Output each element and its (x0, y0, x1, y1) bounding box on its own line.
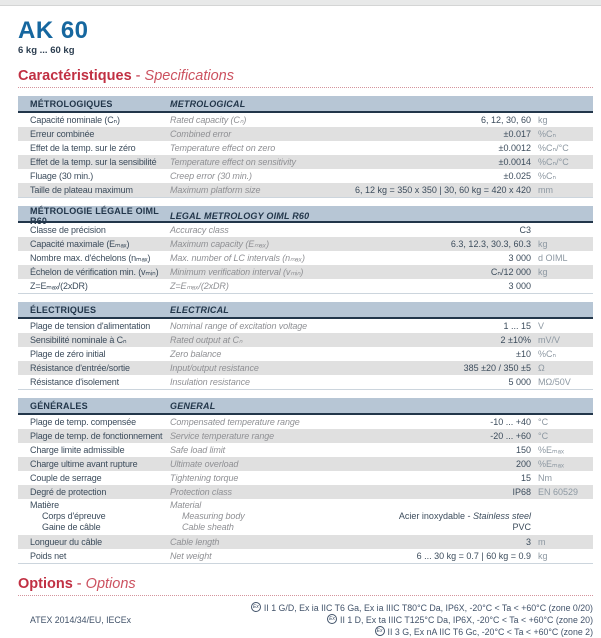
row-value: 6 ... 30 kg = 0.7 | 60 kg = 0.9 (416, 551, 531, 561)
table-row (18, 113, 593, 127)
row-label-fr: Erreur combinée (30, 129, 95, 139)
row-value: 150 (515, 445, 531, 455)
row-unit: d OIML (538, 253, 568, 263)
row-unit: m (538, 537, 546, 547)
row-label-fr: Z=Eₘₐₓ/(2xDR) (30, 281, 88, 291)
spec-tables-container (18, 96, 593, 564)
row-value-italic: Stainless steel (472, 511, 531, 521)
row-unit: kg (538, 551, 548, 561)
row-label-en: Safe load limit (170, 445, 226, 455)
row-label-fr: Plage de temp. de fonctionnement (30, 431, 163, 441)
row-unit: mV/V (538, 335, 561, 345)
table-header (18, 96, 593, 113)
row-unit: kg (538, 115, 548, 125)
row-label-fr: Longueur du câble (30, 537, 103, 547)
table-header-en-label: METROLOGICAL (170, 98, 246, 109)
atex-ex-icon: Ex (251, 602, 261, 612)
table-row (18, 443, 593, 457)
row-label-en: Cable sheath (182, 522, 234, 532)
row-value: ±0.025 (503, 171, 531, 181)
row-value: 3 (525, 537, 531, 547)
row-value: ±0.0012 (498, 143, 531, 153)
row-label-en: Maximum capacity (Eₘₐₓ) (170, 239, 269, 249)
row-label-en: Zero balance (170, 349, 222, 359)
row-label-en: Insulation resistance (170, 377, 250, 387)
row-value: C3 (519, 225, 531, 235)
row-value: ±0.017 (503, 129, 531, 139)
row-unit: Ω (538, 363, 545, 373)
table-row (18, 141, 593, 155)
table-row (18, 361, 593, 375)
row-unit: kg (538, 239, 548, 249)
table-header-fr-label: MÉTROLOGIQUES (30, 98, 113, 109)
row-label-fr: Résistance d'isolement (30, 377, 119, 387)
spec-table (18, 398, 593, 564)
heading-separator: - (72, 576, 86, 592)
row-label-en: Net weight (170, 551, 212, 561)
row-unit: %Cₙ/°C (538, 157, 569, 167)
row-value: 200 (515, 459, 531, 469)
table-row-group (18, 499, 593, 535)
table-row (18, 549, 593, 563)
row-value: 6.3, 12.3, 30.3, 60.3 (450, 239, 531, 249)
row-value: -20 ... +60 (490, 431, 531, 441)
row-label-fr: Matière (30, 500, 59, 510)
certification-line (251, 602, 593, 614)
row-unit: V (538, 321, 545, 331)
row-unit: %Cₙ (538, 349, 557, 359)
table-row (18, 375, 593, 389)
row-label-fr: Couple de serrage (30, 473, 102, 483)
options-heading-en: Options (85, 576, 136, 592)
capacity-range-subtitle: 6 kg ... 60 kg (18, 45, 75, 56)
row-label-en: Combined error (170, 129, 232, 139)
table-header (18, 302, 593, 319)
table-header-en-label: GENERAL (170, 400, 216, 411)
table-header-en-label: ELECTRICAL (170, 304, 229, 315)
table-row (18, 155, 593, 169)
row-value: ±10 (516, 349, 531, 359)
spec-table (18, 206, 593, 294)
row-label-fr: Nombre max. d'échelons (nₘₐₓ) (30, 253, 151, 263)
row-value: IP68 (512, 487, 531, 497)
row-unit: kg (538, 267, 548, 277)
row-unit: MΩ/50V (538, 377, 571, 387)
row-label-fr: Fluage (30 min.) (30, 171, 94, 181)
row-unit: %Cₙ (538, 171, 557, 181)
row-label-fr: Plage de temp. compensée (30, 417, 136, 427)
table-header-fr-label: ÉLECTRIQUES (30, 304, 97, 315)
table-row (18, 223, 593, 237)
table-row (18, 237, 593, 251)
row-label-en: Creep error (30 min.) (170, 171, 252, 181)
row-label-en: Temperature effect on sensitivity (170, 157, 296, 167)
table-row (18, 169, 593, 183)
row-label-en: Material (170, 500, 202, 510)
specifications-heading-en: Specifications (144, 68, 234, 84)
row-label-en: Input/output resistance (170, 363, 259, 373)
row-label-fr: Taille de plateau maximum (30, 185, 133, 195)
table-row (18, 265, 593, 279)
certification-line (251, 626, 593, 638)
group-title-line (30, 500, 593, 511)
row-value: 3 000 (508, 253, 531, 263)
row-unit: mm (538, 185, 553, 195)
row-unit: °C (538, 417, 549, 427)
spec-table (18, 96, 593, 198)
row-value-text: Acier inoxydable - (398, 511, 473, 521)
row-label-en: Temperature effect on zero (170, 143, 276, 153)
certification-line (251, 614, 593, 626)
row-label-fr: Sensibilité nominale à Cₙ (30, 335, 127, 345)
row-label-fr: Charge limite admissible (30, 445, 125, 455)
table-header-fr-label: MÉTROLOGIE LÉGALE OIML R60 (30, 206, 159, 226)
table-row (18, 347, 593, 361)
row-unit: %Eₘₐₓ (538, 459, 564, 469)
table-row (18, 471, 593, 485)
table-row (18, 429, 593, 443)
options-heading-fr: Options (18, 576, 73, 592)
table-header-fr-label: GÉNÉRALES (30, 400, 88, 411)
row-label-en: Minimum verification interval (vₘᵢₙ) (170, 267, 304, 277)
table-row (18, 183, 593, 197)
row-label-fr: Charge ultime avant rupture (30, 459, 138, 469)
table-row (18, 251, 593, 265)
row-label-en: Maximum platform size (170, 185, 261, 195)
row-value: 1 ... 15 (503, 321, 531, 331)
table-row (18, 485, 593, 499)
row-value: ±0.0014 (498, 157, 531, 167)
row-value: 15 (520, 473, 531, 483)
group-sub-line (30, 522, 593, 533)
row-unit: %Eₘₐₓ (538, 445, 564, 455)
table-header-en-label: LEGAL METROLOGY OIML R60 (170, 211, 310, 221)
row-value: 5 000 (508, 377, 531, 387)
specifications-heading-fr: Caractéristiques (18, 68, 132, 84)
row-value: 2 ±10% (500, 335, 531, 345)
row-label-fr: Capacité nominale (Cₙ) (30, 115, 120, 125)
row-label-fr: Degré de protection (30, 487, 107, 497)
row-label-fr: Effet de la temp. sur la sensibilité (30, 157, 157, 167)
group-sub-line (30, 511, 593, 522)
row-value: -10 ... +40 (490, 417, 531, 427)
row-label-fr: Capacité maximale (Eₘₐₓ) (30, 239, 130, 249)
options-block (18, 602, 593, 638)
row-label-fr: Corps d'épreuve (42, 511, 106, 521)
atex-ex-icon: Ex (327, 614, 337, 624)
row-label-en: Nominal range of excitation voltage (170, 321, 308, 331)
row-value: Cₙ/12 000 (490, 267, 531, 277)
table-header (18, 398, 593, 415)
row-label-en: Compensated temperature range (170, 417, 300, 427)
row-label-en: Ultimate overload (170, 459, 239, 469)
certification-lines (251, 602, 593, 638)
row-unit: Nm (538, 473, 552, 483)
row-label-en: Accuracy class (170, 225, 229, 235)
table-row (18, 535, 593, 549)
table-row (18, 457, 593, 471)
row-label-en: Rated output at Cₙ (170, 335, 243, 345)
row-label-fr: Plage de tension d'alimentation (30, 321, 151, 331)
row-unit: °C (538, 431, 549, 441)
atex-directive-label: ATEX 2014/34/EU, IECEx (30, 615, 132, 625)
table-header (18, 206, 593, 226)
page-top-strip (0, 0, 601, 6)
row-label-fr: Plage de zéro initial (30, 349, 106, 359)
row-label-en: Cable length (170, 537, 220, 547)
row-unit: %Cₙ/°C (538, 143, 569, 153)
certification-text: II 1 G/D, Ex ia IIC T6 Ga, Ex ia IIIC T80°C Da, IP6X, -20°C < Ta < +60°C (zone 0/20) (263, 603, 593, 613)
product-title: AK 60 (18, 17, 89, 44)
row-unit: %Cₙ (538, 129, 557, 139)
row-value: 3 000 (508, 281, 531, 291)
row-label-en: Service temperature range (170, 431, 275, 441)
options-heading (18, 576, 593, 596)
atex-ex-icon: Ex (375, 626, 385, 636)
heading-separator: - (131, 68, 145, 84)
row-value-text: PVC (512, 522, 531, 532)
table-row (18, 279, 593, 293)
row-label-fr: Effet de la temp. sur le zéro (30, 143, 136, 153)
row-value (512, 522, 531, 533)
row-value: 385 ±20 / 350 ±5 (463, 363, 531, 373)
row-label-en: Rated capacity (Cₙ) (170, 115, 247, 125)
row-label-fr: Poids net (30, 551, 67, 561)
table-row (18, 415, 593, 429)
table-row (18, 319, 593, 333)
row-value: 6, 12, 30, 60 (480, 115, 531, 125)
table-row (18, 127, 593, 141)
row-label-fr: Classe de précision (30, 225, 106, 235)
row-label-en: Max. number of LC intervals (nₘₐₓ) (170, 253, 305, 263)
row-label-en: Z=Eₘₐₓ/(2xDR) (170, 281, 229, 291)
row-label-en: Measuring body (182, 511, 245, 521)
certification-text: II 1 D, Ex ta IIIC T125°C Da, IP6X, -20°C < Ta < +60°C (zone 20) (340, 615, 593, 625)
row-unit: EN 60529 (538, 487, 579, 497)
table-row (18, 333, 593, 347)
row-label-fr: Gaine de câble (42, 522, 101, 532)
row-label-en: Protection class (170, 487, 232, 497)
row-label-fr: Résistance d'entrée/sortie (30, 363, 130, 373)
row-label-en: Tightening torque (170, 473, 239, 483)
row-value (399, 511, 531, 522)
certification-text: II 3 G, Ex nA IIC T6 Gc, -20°C < Ta < +60°C (zone 2) (387, 627, 593, 637)
specifications-heading (18, 68, 593, 88)
row-value: 6, 12 kg = 350 x 350 | 30, 60 kg = 420 x 420 (355, 185, 531, 195)
spec-table (18, 302, 593, 390)
row-label-fr: Échelon de vérification min. (vₘᵢₙ) (30, 267, 159, 277)
datasheet-page (0, 18, 601, 638)
